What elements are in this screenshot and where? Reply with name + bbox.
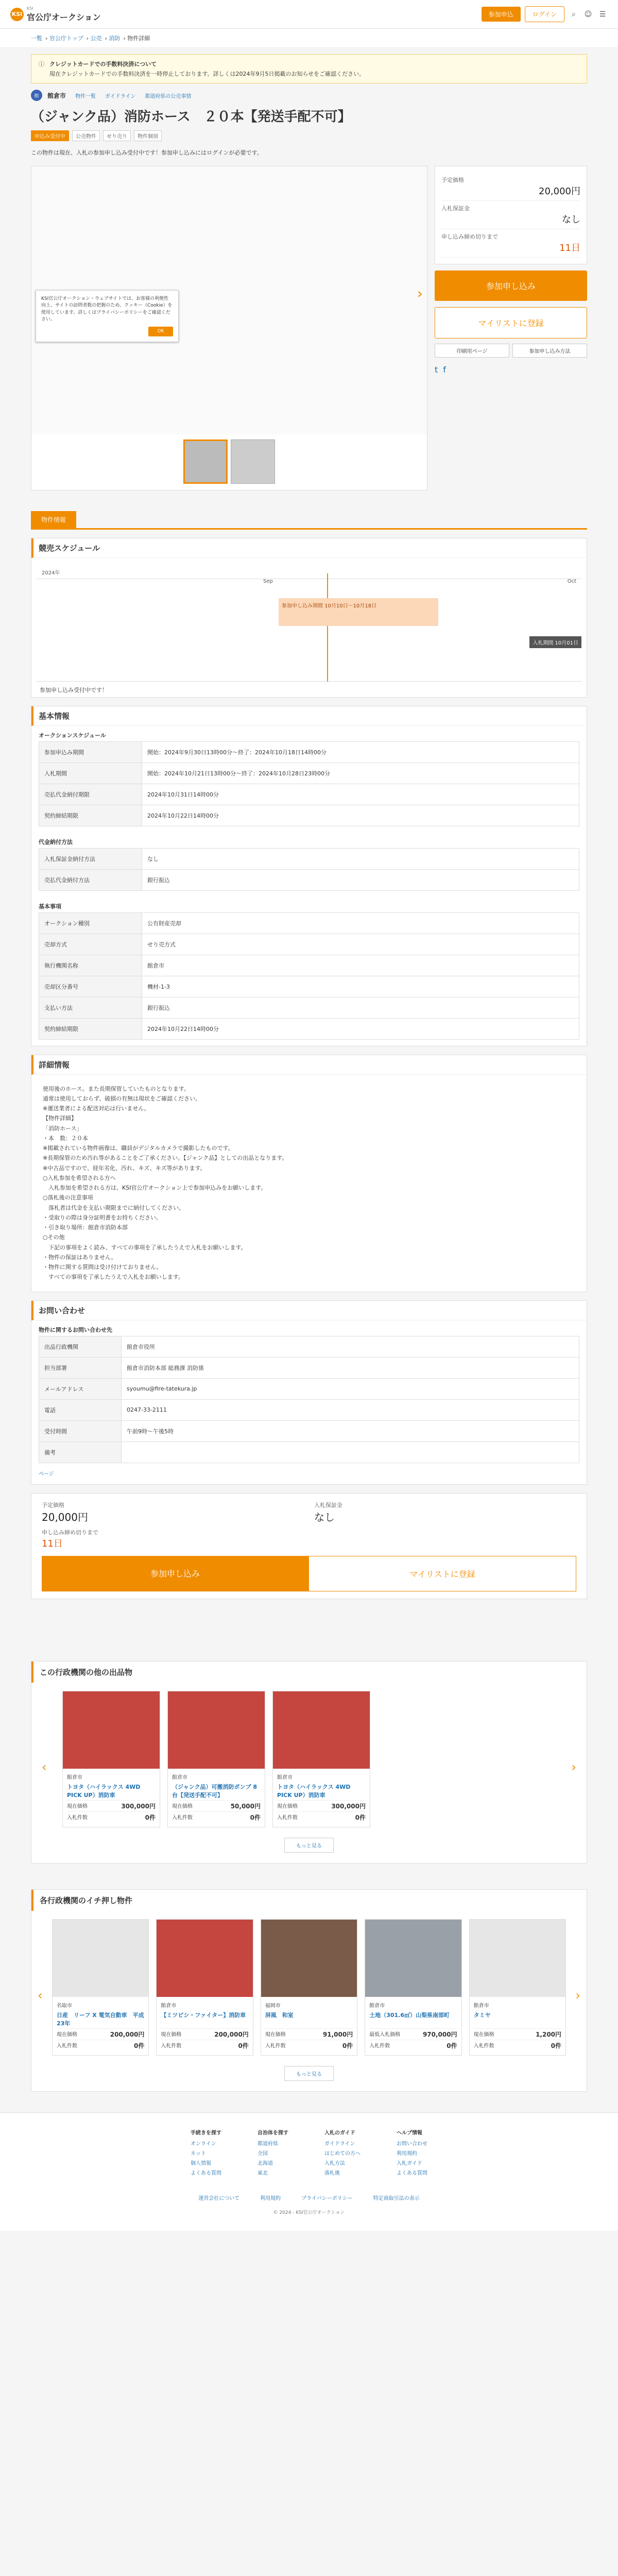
detail-line: 【物件詳細】	[43, 1115, 77, 1122]
footer-link[interactable]: 東北	[258, 2170, 268, 2176]
detail-line: ※中古品ですので、経年劣化、汚れ、キズ、キズ等があります。	[43, 1164, 206, 1172]
card-label: 入札件数	[161, 2043, 182, 2049]
card-title[interactable]: 日産 リーフ X 電気自動車 平成23年	[57, 2011, 144, 2026]
card-value: 50,000円	[230, 1802, 261, 1810]
footer-heading: 自治体を探す	[258, 2130, 288, 2136]
price-value: 20,000円	[539, 185, 580, 197]
bond-value: なし	[562, 214, 580, 225]
breadcrumb: 一覧 › 官公庁トップ › 公売 › 消防 › 物件詳細	[0, 29, 618, 48]
org-link[interactable]: 物件一覧	[75, 93, 96, 99]
footer-heading: 手続きを探す	[191, 2130, 221, 2136]
footer-link[interactable]: よくある質問	[397, 2170, 427, 2176]
breadcrumb-item[interactable]: 公売	[90, 35, 102, 42]
month-label: Oct	[567, 578, 576, 584]
how-to-button[interactable]: 参加申し込み方法	[512, 344, 587, 358]
detail-line: ・本 数：２０本	[43, 1134, 88, 1142]
row-value: せり売方式	[142, 934, 579, 955]
row-value: 0247-33-2111	[122, 1399, 579, 1420]
card-title[interactable]: 屏風 和室	[265, 2011, 294, 2019]
item-image[interactable]	[53, 1920, 148, 1997]
card-value: 1,200円	[536, 2030, 562, 2038]
table-row	[39, 1018, 579, 1039]
row-key: オークション種別	[39, 912, 142, 934]
thumbnail[interactable]	[231, 439, 275, 484]
footer-column	[397, 2128, 427, 2178]
card-value: 0件	[238, 2042, 249, 2049]
row-value: 2024年10月22日14時00分	[142, 805, 579, 826]
row-value: 2024年10月31日14時00分	[142, 784, 579, 805]
item-tag: せり売り	[103, 130, 131, 141]
item-card[interactable]	[272, 1691, 370, 1827]
row-value: なし	[142, 848, 579, 869]
remain-value: 11日	[559, 242, 580, 253]
card-label: 入札件数	[277, 1815, 298, 1821]
row-key: 出品行政機関	[39, 1336, 122, 1357]
card-title[interactable]: （ジャンク品）可搬消防ポンプ 8台【発送手配不可】	[172, 1783, 258, 1798]
card-title[interactable]: 【ミツビシ・ファイター】消防車	[161, 2011, 246, 2019]
item-tag: 物件個別	[134, 130, 162, 141]
card-value: 0件	[355, 1814, 366, 1821]
row-value: 開始：2024年9月30日13時00分～終了：2024年10月18日14時00分	[142, 741, 579, 762]
bond-value: なし	[314, 1511, 335, 1523]
org-emblem-icon: 館	[31, 90, 42, 101]
section-title: 各行政機関のイチ押し物件	[31, 1890, 587, 1911]
row-key: 備考	[39, 1442, 122, 1463]
item-image[interactable]	[273, 1691, 370, 1769]
print-button[interactable]: 印刷用ページ	[435, 344, 509, 358]
detail-line: ○落札後の注意事項	[43, 1194, 93, 1201]
footer-link[interactable]: 北海道	[258, 2160, 273, 2166]
item-card[interactable]	[62, 1691, 160, 1827]
table-row	[39, 1399, 579, 1420]
row-value	[122, 1442, 579, 1463]
site-footer	[0, 2112, 618, 2231]
card-label: 現在価格	[161, 2031, 182, 2038]
item-card[interactable]	[469, 1919, 566, 2056]
schedule-note: 参加申し込み受付中です！	[40, 686, 108, 693]
detail-line: 入札参加を希望される方は、KSI官公庁オークション上で参加申込みをお願いします。	[43, 1184, 267, 1192]
table-row	[39, 1378, 579, 1399]
more-button[interactable]: もっと見る	[284, 2066, 334, 2081]
price-label: 予定価格	[441, 176, 464, 183]
remain-label: 申し込み締め切りまで	[42, 1529, 98, 1536]
detail-line: すべての事項を了承したうえで入札をお願いします。	[43, 1274, 184, 1281]
item-card[interactable]	[365, 1919, 461, 2056]
row-value: 館倉市消防本部 総務課 消防係	[122, 1357, 579, 1378]
card-value: 970,000円	[422, 2030, 457, 2038]
detail-line: 落札者は代金を支払い期限までに納付してください。	[43, 1204, 184, 1211]
row-key: 売却区分番号	[39, 976, 142, 997]
card-value: 0件	[250, 1814, 261, 1821]
notice-body: 現在クレジットカードでの手数料決済を一時停止しております。詳しくは2024年9月5日掲載のお知らせをご確認ください。	[49, 71, 365, 77]
notice-title: クレジットカードでの手数料決済について	[49, 61, 157, 67]
org-bar	[31, 90, 587, 101]
card-value: 0件	[551, 2042, 562, 2049]
mylist-button[interactable]: マイリストに登録	[308, 1556, 576, 1591]
card-label: 現在価格	[265, 2031, 286, 2038]
bond-label: 入札保証金	[441, 205, 470, 212]
detail-line: ○その他	[43, 1234, 65, 1241]
card-org: 名取市	[57, 2003, 72, 2009]
next-icon[interactable]: ›	[571, 1759, 576, 1774]
detail-line: 下記の事項をよく読み、すべての事項を了承したうえで入札をお願いします。	[43, 1244, 247, 1251]
row-key: 契約締結期限	[39, 805, 142, 826]
footer-column	[191, 2128, 221, 2178]
footer-link[interactable]: 特定商取引法の表示	[373, 2195, 420, 2201]
facebook-icon[interactable]: f	[443, 364, 446, 375]
bid-button[interactable]: 参加申し込み	[435, 270, 587, 301]
intro-text: この物件は現在、入札の参加申し込み受付中です！参加申し込みにはログインが必要です。	[31, 149, 263, 156]
section-title: 基本情報	[31, 706, 587, 726]
detail-line: ・引き取り場所：館倉市消防本部	[43, 1224, 128, 1231]
site-header	[0, 0, 618, 29]
footer-link[interactable]: ネット	[191, 2150, 206, 2157]
table-row	[39, 848, 579, 869]
today-line	[327, 573, 328, 682]
row-value: 館倉市	[142, 955, 579, 976]
section-title: 詳細情報	[31, 1055, 587, 1075]
table-row	[39, 741, 579, 762]
breadcrumb-item[interactable]: 消防	[109, 35, 121, 42]
item-tag: 公売物件	[72, 130, 100, 141]
other-items-section	[31, 1661, 587, 1863]
item-image[interactable]	[157, 1920, 252, 1997]
org-link[interactable]: ガイドライン	[105, 93, 136, 99]
item-tags	[31, 130, 587, 141]
thumbnail[interactable]	[183, 439, 228, 484]
price-label: 予定価格	[42, 1501, 64, 1509]
card-value: 0件	[342, 2042, 353, 2049]
row-value: 2024年10月22日14時00分	[142, 1018, 579, 1039]
row-key: 売払代金納付方法	[39, 869, 142, 890]
bid-button[interactable]: 参加申し込み	[42, 1556, 308, 1591]
table-row	[39, 1357, 579, 1378]
logo-name: 官公庁オークション	[27, 12, 101, 22]
prev-icon[interactable]: ‹	[38, 1988, 43, 2003]
row-key: 入札期間	[39, 762, 142, 784]
item-title: （ジャンク品）消防ホース ２０本【発送手配不可】	[31, 109, 351, 125]
card-label: 最低入札価格	[369, 2031, 401, 2038]
card-value: 200,000円	[110, 2030, 145, 2038]
footer-heading: 入札のガイド	[324, 2130, 355, 2136]
row-key: 電話	[39, 1399, 122, 1420]
detail-line: ・物件に関する質問は受け付けておりません。	[43, 1264, 162, 1271]
mylist-button[interactable]: マイリストに登録	[435, 307, 587, 338]
card-value: 300,000円	[121, 1802, 156, 1810]
footer-link[interactable]: 利用規約	[260, 2195, 281, 2201]
row-value: 機材-1-3	[142, 976, 579, 997]
section-title: この行政機関の他の出品物	[31, 1662, 587, 1683]
footer-link[interactable]: 利用規約	[397, 2150, 417, 2157]
card-value: 0件	[145, 1814, 156, 1821]
participate-button[interactable]: 参加申込	[482, 7, 521, 22]
bond-label: 入札保証金	[314, 1501, 342, 1509]
footer-link[interactable]: 入札方法	[324, 2160, 345, 2166]
price-panel	[435, 166, 587, 490]
info-icon: ⓘ	[39, 61, 44, 67]
row-value: 公有財産売却	[142, 912, 579, 934]
table-row	[39, 934, 579, 955]
card-org: 館倉市	[172, 1774, 187, 1781]
footer-column	[324, 2128, 360, 2178]
group-title: オークションスケジュール	[39, 732, 106, 739]
logo-mark: KSI	[10, 8, 24, 21]
card-org: 館倉市	[369, 2003, 385, 2009]
card-title[interactable]: 土地（301.6㎡）山梨県南部町	[369, 2011, 450, 2019]
schedule-bar: 参加申し込み期間 10月10日～10月18日	[279, 598, 438, 626]
item-image[interactable]	[470, 1920, 565, 1997]
row-key: 支払い方法	[39, 997, 142, 1018]
card-org: 館倉市	[161, 2003, 177, 2009]
card-label: 入札件数	[265, 2043, 286, 2049]
featured-section	[31, 1889, 587, 2092]
table-row	[39, 955, 579, 976]
footer-link[interactable]: 運営会社について	[198, 2195, 240, 2201]
card-label: 入札件数	[172, 1815, 193, 1821]
org-name[interactable]: 館倉市	[47, 92, 66, 99]
row-key: 売払代金納付期限	[39, 784, 142, 805]
card-title[interactable]: タミヤ	[473, 2011, 491, 2019]
card-label: 現在価格	[57, 2031, 77, 2038]
cookie-dialog	[36, 290, 179, 343]
card-org: 館倉市	[277, 1774, 293, 1781]
table-row	[39, 762, 579, 784]
contact-link[interactable]: ページ	[39, 1471, 54, 1477]
more-button[interactable]: もっと見る	[284, 1838, 334, 1853]
card-label: 入札件数	[473, 2043, 494, 2049]
breadcrumb-item[interactable]: 一覧	[31, 35, 42, 42]
schedule-section	[31, 538, 587, 698]
item-image[interactable]	[261, 1920, 357, 1997]
menu-icon[interactable]: ☰	[599, 10, 606, 19]
card-label: 入札件数	[67, 1815, 88, 1821]
table-row	[39, 869, 579, 890]
footer-bid-panel	[31, 1493, 587, 1599]
item-image[interactable]	[63, 1691, 160, 1769]
card-value: 0件	[134, 2042, 145, 2049]
row-key: 参加申込み期間	[39, 741, 142, 762]
row-value: 館倉市役所	[122, 1336, 579, 1357]
table-row	[39, 805, 579, 826]
row-key: 担当部署	[39, 1357, 122, 1378]
footer-link[interactable]: 落札後	[324, 2170, 340, 2176]
contact-section	[31, 1300, 587, 1485]
footer-link[interactable]: はじめての方へ	[324, 2150, 360, 2157]
item-image[interactable]	[365, 1920, 461, 1997]
search-icon[interactable]: ⌕	[572, 10, 576, 19]
next-image-icon[interactable]: ›	[417, 284, 423, 302]
footer-link[interactable]: 全国	[258, 2150, 268, 2157]
detail-line: ※運送業者による配送対応は行いません。	[43, 1105, 150, 1112]
prev-icon[interactable]: ‹	[42, 1759, 47, 1774]
footer-column	[258, 2128, 288, 2178]
card-label: 現在価格	[473, 2031, 494, 2038]
group-title: 基本事項	[39, 903, 61, 910]
table-row	[39, 784, 579, 805]
row-key: 受付時間	[39, 1420, 122, 1442]
row-value: 午前9時～午後5時	[122, 1420, 579, 1442]
footer-link[interactable]: 都道府県	[258, 2141, 278, 2147]
footer-link[interactable]: プライバシーポリシー	[301, 2195, 353, 2201]
item-card[interactable]	[52, 1919, 149, 2056]
card-title[interactable]: トヨタ（ハイラックス 4WD PICK UP）消防車	[277, 1783, 351, 1798]
detail-line: ・物件の保証はありません。	[43, 1253, 117, 1261]
site-logo[interactable]	[10, 6, 101, 23]
year-label: 2024年	[42, 570, 60, 576]
price-value: 20,000円	[42, 1511, 88, 1523]
notice-banner	[31, 54, 587, 83]
basic-info-section	[31, 706, 587, 1046]
item-card[interactable]	[261, 1919, 357, 2056]
cookie-text: KSI官公庁オークション・ウェブサイトでは、お客様の利便性向上、サイトの訪問者数の把握のため、クッキー（Cookie）を使用しています。詳しくはプライバシーポリシーをご確認ください。	[41, 296, 173, 323]
remain-label: 申し込み締め切りまで	[441, 233, 498, 240]
detail-section	[31, 1055, 587, 1292]
breadcrumb-current: 物件詳細	[127, 35, 150, 42]
row-key: メールアドレス	[39, 1378, 122, 1399]
detail-line: ※長期保管のため汚れ等があることをご了承ください。【ジャンク品】としての出品となります。	[43, 1155, 288, 1162]
detail-text	[31, 1075, 587, 1292]
copyright: © 2024 - KSI官公庁オークション	[273, 2210, 345, 2215]
twitter-icon[interactable]: t	[435, 364, 438, 375]
footer-heading: ヘルプ情報	[397, 2130, 422, 2136]
footer-link[interactable]: ガイドライン	[324, 2141, 355, 2147]
card-org: 館倉市	[67, 1774, 82, 1781]
row-key: 執行機関名称	[39, 955, 142, 976]
card-label: 入札件数	[57, 2043, 77, 2049]
cookie-ok-button[interactable]: OK	[148, 327, 173, 337]
remain-value: 11日	[42, 1538, 63, 1549]
footer-link[interactable]: オンライン	[191, 2141, 216, 2147]
org-link[interactable]: 都道府県の公売事情	[145, 93, 192, 99]
user-icon[interactable]: ☺	[584, 10, 592, 19]
schedule-end-badge: 入札期間 10月01日	[529, 636, 581, 648]
logo-sub: KSI	[27, 6, 33, 11]
card-org: 福岡市	[265, 2003, 281, 2009]
card-value: 0件	[447, 2042, 457, 2049]
footer-link[interactable]: 入札ガイド	[397, 2160, 422, 2166]
detail-line: ※掲載されている物件画像は、職員がデジタルカメラで撮影したものです。	[43, 1145, 234, 1152]
card-label: 現在価格	[67, 1803, 88, 1809]
table-row	[39, 1442, 579, 1463]
detail-line: 通常は使用しておらず、破損の有無は現状をご確認ください。	[43, 1095, 201, 1102]
card-title[interactable]: トヨタ（ハイラックス 4WD PICK UP）消防車	[67, 1783, 141, 1798]
row-value: 銀行振込	[142, 869, 579, 890]
tab-item-info[interactable]: 物件情報	[31, 511, 76, 528]
card-label: 現在価格	[172, 1803, 193, 1809]
card-value: 91,000円	[322, 2030, 353, 2038]
item-card[interactable]	[167, 1691, 265, 1827]
card-org: 館倉市	[473, 2003, 489, 2009]
table-row	[39, 1336, 579, 1357]
status-badge: 申込み受付中	[31, 130, 69, 141]
row-value: 開始：2024年10月21日13時00分～終了：2024年10月28日23時00分	[142, 762, 579, 784]
footer-link[interactable]: お問い合わせ	[397, 2141, 427, 2147]
table-row	[39, 976, 579, 997]
detail-line: ○入札参加を希望される方へ	[43, 1174, 116, 1181]
card-label: 入札件数	[369, 2043, 390, 2049]
next-icon[interactable]: ›	[575, 1988, 580, 2003]
table-row	[39, 912, 579, 934]
image-gallery	[31, 166, 427, 490]
row-value: 銀行振込	[142, 997, 579, 1018]
footer-link[interactable]: よくある質問	[191, 2170, 221, 2176]
group-title: 代金納付方法	[39, 838, 73, 845]
card-value: 300,000円	[331, 1802, 366, 1810]
item-image[interactable]	[168, 1691, 265, 1769]
row-key: 契約締結期限	[39, 1018, 142, 1039]
row-value: syoumu@fire-tatekura.jp	[122, 1378, 579, 1399]
detail-line: 「消防ホース」	[43, 1125, 82, 1132]
month-label: Sep	[263, 578, 273, 584]
login-button[interactable]: ログイン	[525, 6, 564, 22]
group-title: 物件に関するお問い合わせ先	[39, 1326, 112, 1333]
main-image[interactable]	[31, 166, 427, 434]
table-row	[39, 997, 579, 1018]
row-key: 売却方式	[39, 934, 142, 955]
card-label: 現在価格	[277, 1803, 298, 1809]
section-title: 競売スケジュール	[31, 538, 587, 558]
section-title: お問い合わせ	[31, 1301, 587, 1320]
breadcrumb-item[interactable]: 官公庁トップ	[49, 35, 83, 42]
item-card[interactable]	[156, 1919, 253, 2056]
row-key: 入札保証金納付方法	[39, 848, 142, 869]
thumbnail-strip	[31, 434, 427, 489]
footer-link[interactable]: 個人情報	[191, 2160, 211, 2166]
table-row	[39, 1420, 579, 1442]
detail-line: 使用後のホース。また長期保管していたものとなります。	[43, 1085, 190, 1092]
card-value: 200,000円	[214, 2030, 249, 2038]
detail-line: ・受取りの際は身分証明書をお持ちください。	[43, 1214, 162, 1221]
